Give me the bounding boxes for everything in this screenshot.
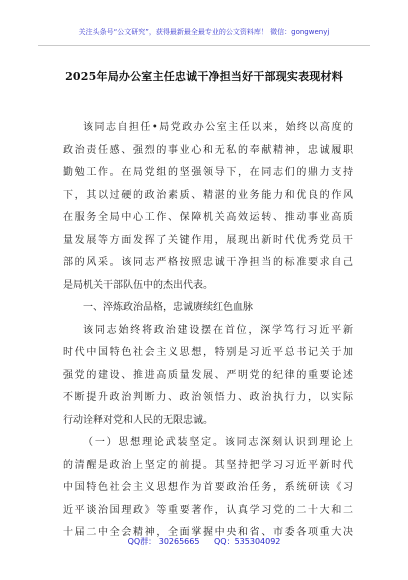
body-line: （一）思想理论武装坚定。该同志深刻认识到理论上: [83, 437, 353, 448]
document-title: 2025年局办公室主任忠诚干净担当好干部现实表现材料: [65, 70, 343, 83]
body-line: 中国特色社会主义思想作为首要政治任务，系统研读《习: [63, 482, 353, 493]
section-heading: 一、淬炼政治品格，忠诚赓续红色血脉: [83, 302, 253, 313]
header-divider: [38, 45, 370, 46]
body-line: 十届二中全会精神，全面掌握中央和省、市委各项重大决: [63, 527, 353, 538]
body-line: 部的风采。该同志严格按照忠诚干净担当的标准要求自己: [63, 257, 353, 268]
body-line: 在服务全局中心工作、保障机关高效运转、推动事业高质: [63, 212, 353, 223]
body-line: 是局机关干部队伍中的杰出代表。: [63, 279, 213, 291]
body-line: 的清醒是政治上坚定的前提。其坚持把学习习近平新时代: [63, 459, 353, 471]
footer-qq-number: QQ：535304092: [214, 537, 281, 546]
body-line: 政治责任感、强烈的事业心和无私的奉献精神，忠诚履职: [63, 144, 353, 156]
body-line: 量发展等方面发挥了关键作用，展现出新时代优秀党员干: [63, 234, 353, 246]
body-line: 该同志自担任•局党政办公室主任以来，始终以高度的: [83, 122, 353, 133]
body-line: 勤勉工作。在局党组的坚强领导下，在同志们的鼎力支持: [63, 167, 353, 178]
header-banner: 关注头条号“公文研究”，获得最新最全最专业的公文资料库！ 微信：gongwenyj: [78, 28, 330, 36]
footer-contact: [0, 536, 408, 547]
document-body: [63, 117, 353, 545]
body-line: 下，其以过硬的政治素质、精湛的业务能力和优良的作风: [63, 189, 353, 201]
body-line: 行动诠释对党和人民的无限忠诚。: [63, 414, 213, 426]
body-line: 该同志始终将政治建设摆在首位，深学笃行习近平新: [83, 324, 353, 336]
body-line: 强党的建设、推进高质量发展、严明党的纪律的重要论述: [63, 369, 353, 381]
footer-qq-group: QQ群： 30265665: [127, 537, 200, 546]
body-line: 近平谈治国理政》等重要著作，认真学习党的二十大和二: [63, 504, 353, 516]
body-line: 不断提升政治判断力、政治领悟力、政治执行力，以实际: [63, 392, 353, 403]
body-line: 时代中国特色社会主义思想，特别是习近平总书记关于加: [63, 347, 353, 358]
